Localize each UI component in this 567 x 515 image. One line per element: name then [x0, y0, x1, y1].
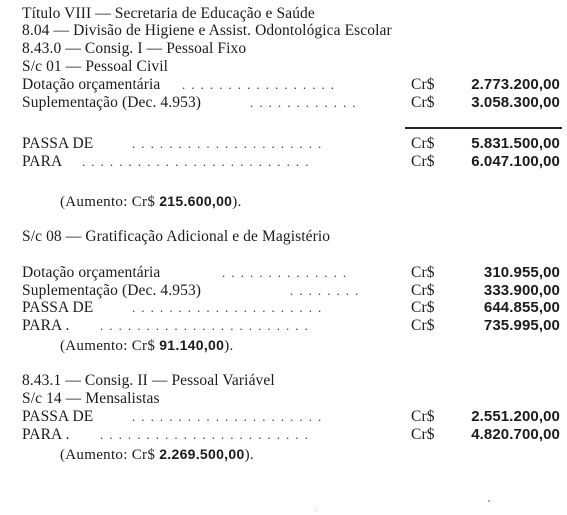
consig2-line: [22, 373, 562, 389]
row-currency: Cr$: [411, 282, 435, 299]
table-row: [22, 409, 562, 425]
aumento-note: [60, 337, 234, 354]
aumento-note: [60, 446, 254, 463]
consig2-text: 8.43.1 — Consig. II — Pessoal Variável: [22, 372, 275, 389]
titulo-line: [22, 6, 562, 22]
row-amount: 4.820.700,00: [471, 426, 560, 443]
row-amount: 310.955,00: [483, 264, 560, 281]
dot-leader: . . . . . . . . . . . . . . . . . . . . .: [132, 409, 323, 424]
row-currency: Cr$: [411, 76, 435, 93]
row-currency: Cr$: [411, 94, 435, 111]
table-row: [22, 265, 562, 281]
aumento-suffix: ).: [232, 194, 242, 210]
dot-leader: . . . . . . . . . . . . . . . . .: [182, 77, 336, 92]
divisao-line: [22, 23, 562, 39]
row-amount: 735.995,00: [483, 317, 560, 334]
row-amount: 3.058.300,00: [471, 94, 560, 111]
scan-speck: [316, 510, 317, 511]
row-amount: 6.047.100,00: [471, 153, 560, 170]
sc01-line: [22, 59, 562, 75]
dot-leader: . . . . . . . .: [290, 283, 360, 298]
row-label: Dotação orçamentária: [22, 76, 161, 93]
row-amount: 2.551.200,00: [471, 408, 560, 425]
row-amount: 2.773.200,00: [471, 76, 560, 93]
table-row: [22, 300, 562, 316]
row-currency: Cr$: [411, 135, 435, 152]
table-row: [22, 95, 562, 111]
aumento-prefix: (Aumento: Cr$: [60, 338, 156, 354]
aumento-suffix: ).: [224, 338, 234, 354]
row-label: Suplementação (Dec. 4.953): [22, 282, 202, 299]
titulo-text: Título VIII — Secretaria de Educação e Saúde: [22, 5, 315, 22]
row-currency: Cr$: [411, 408, 435, 425]
dot-leader: . . . . . . . . . . . .: [250, 95, 357, 110]
sc01-text: S/c 01 — Pessoal Civil: [22, 58, 169, 75]
dot-leader: . . . . . . . . . . . . . .: [222, 265, 348, 280]
table-row: [22, 136, 562, 152]
row-label: PARA .: [22, 426, 70, 443]
row-label: PARA .: [22, 317, 70, 334]
sc14-line: [22, 391, 562, 407]
row-amount: 5.831.500,00: [471, 135, 560, 152]
aumento-suffix: ).: [244, 447, 254, 463]
row-amount: 644.855,00: [483, 299, 560, 316]
aumento-prefix: (Aumento: Cr$: [60, 447, 156, 463]
row-currency: Cr$: [411, 426, 435, 443]
row-label: Dotação orçamentária: [22, 264, 161, 281]
row-label: PARA: [22, 153, 63, 170]
dot-leader: . . . . . . . . . . . . . . . . . . . . . . .: [100, 427, 310, 442]
consig1-line: [22, 41, 562, 57]
aumento-value: 215.600,00: [159, 193, 233, 209]
row-currency: Cr$: [411, 317, 435, 334]
dot-leader: . . . . . . . . . . . . . . . . . . . . . . . . .: [82, 154, 310, 169]
aumento-prefix: (Aumento: Cr$: [60, 194, 156, 210]
dot-leader: . . . . . . . . . . . . . . . . . . . . . . .: [100, 318, 310, 333]
sc14-text: S/c 14 — Mensalistas: [22, 390, 160, 407]
aumento-note: [60, 193, 242, 210]
row-amount: 333.900,00: [483, 282, 560, 299]
table-row: [22, 154, 562, 170]
row-currency: Cr$: [411, 153, 435, 170]
row-label: PASSA DE: [22, 299, 94, 316]
table-row: [22, 283, 562, 299]
row-label: PASSA DE: [22, 408, 94, 425]
aumento-value: 91.140,00: [159, 337, 225, 353]
dot-leader: . . . . . . . . . . . . . . . . . . . . .: [132, 136, 323, 151]
row-label: PASSA DE: [22, 135, 94, 152]
table-row: [22, 318, 562, 334]
divisao-text: 8.04 — Divisão de Higiene e Assist. Odontológica Escolar: [22, 22, 392, 39]
aumento-value: 2.269.500,00: [159, 446, 245, 462]
row-currency: Cr$: [411, 299, 435, 316]
scan-speck: [488, 500, 490, 502]
sc08-line: [22, 229, 562, 245]
row-currency: Cr$: [411, 264, 435, 281]
table-row: [22, 77, 562, 93]
table-row: [22, 427, 562, 443]
row-label: Suplementação (Dec. 4.953): [22, 94, 202, 111]
sum-divider: [405, 127, 562, 129]
sc08-text: S/c 08 — Gratificação Adicional e de Magistério: [22, 228, 331, 245]
consig1-text: 8.43.0 — Consig. I — Pessoal Fixo: [22, 40, 247, 57]
dot-leader: . . . . . . . . . . . . . . . . . . . . .: [132, 300, 323, 315]
